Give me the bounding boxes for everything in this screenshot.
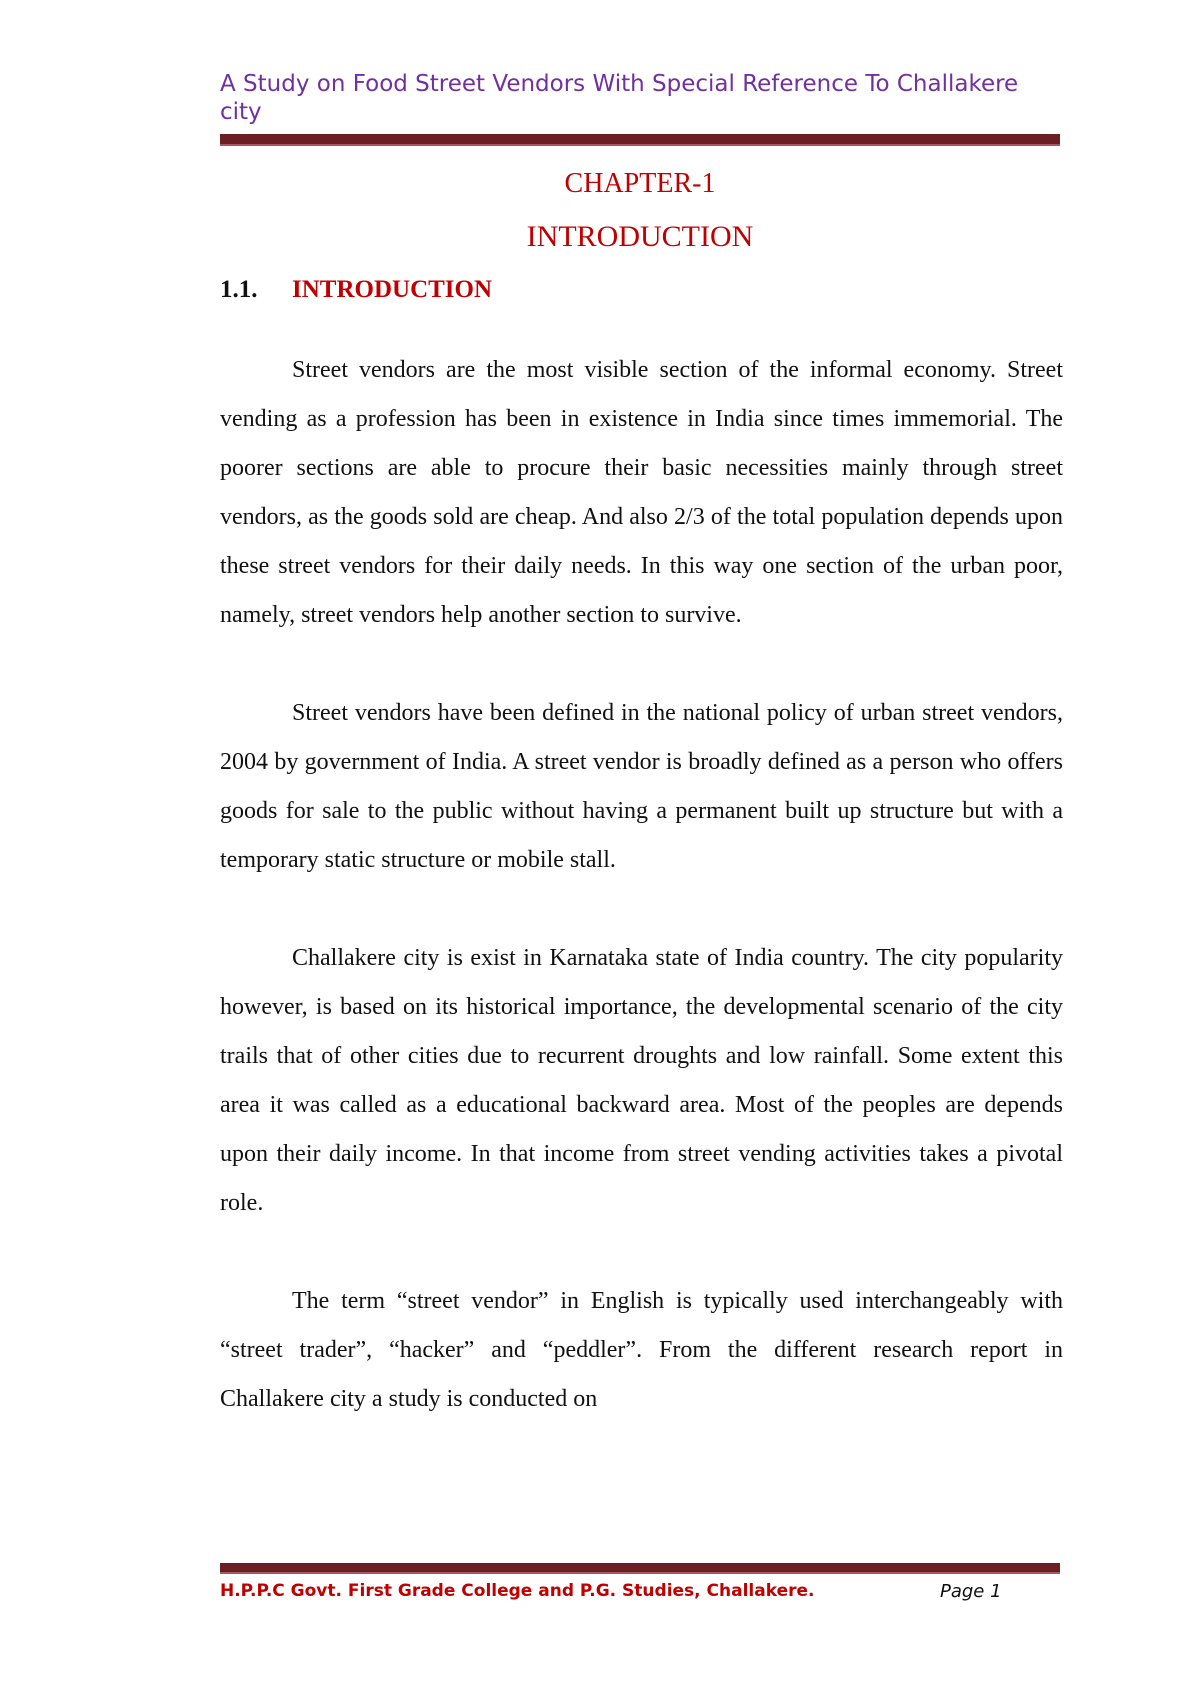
paragraph: Street vendors are the most visible section of the informal economy. Street vending as a profession has been in existence in India since times immemorial. The poorer sections are able to procure their basic necessities mainly through street vendors, as the goods sold are cheap. And also 2/3 of the total population depends upon these street vendors for their daily needs. In this way one section of the urban poor, namely, street vendors help another section to survive. <box>220 357 1063 628</box>
header-divider <box>220 134 1060 146</box>
section-title: INTRODUCTION <box>292 276 493 303</box>
paragraph: Street vendors have been defined in the national policy of urban street vendors, 2004 by government of India. A street vendor is broadly defined as a person who offers goods for sale to the public without having a permanent built up structure but with a temporary static structure or mobile stall. <box>220 700 1063 873</box>
running-header-title: A Study on Food Street Vendors With Special Reference To Challakere city <box>220 71 1019 125</box>
paragraph: The term “street vendor” in English is typically used interchangeably with “street trader”, “hacker” and “peddler”. From the different research report in Challakere city a study is conducted on <box>220 1288 1063 1412</box>
chapter-number: CHAPTER-1 <box>564 168 716 199</box>
footer-divider <box>220 1563 1060 1574</box>
section-number: 1.1. <box>220 276 258 303</box>
paragraph: Challakere city is exist in Karnataka state of India country. The city popularity however, is based on its historical importance, the developmental scenario of the city trails that of other cities due to recurrent droughts and low rainfall. Some extent this area it was called as a educational backward area. Most of the peoples are depends upon their daily income. In that income from street vending activities takes a pivotal role. <box>220 945 1063 1216</box>
chapter-title: INTRODUCTION <box>526 220 754 253</box>
body-text <box>220 346 1063 1473</box>
page-number: Page 1 <box>940 1581 1002 1602</box>
section-heading <box>220 276 492 304</box>
footer-institution: H.P.P.C Govt. First Grade College and P.G. Studies, Challakere. <box>220 1581 815 1601</box>
